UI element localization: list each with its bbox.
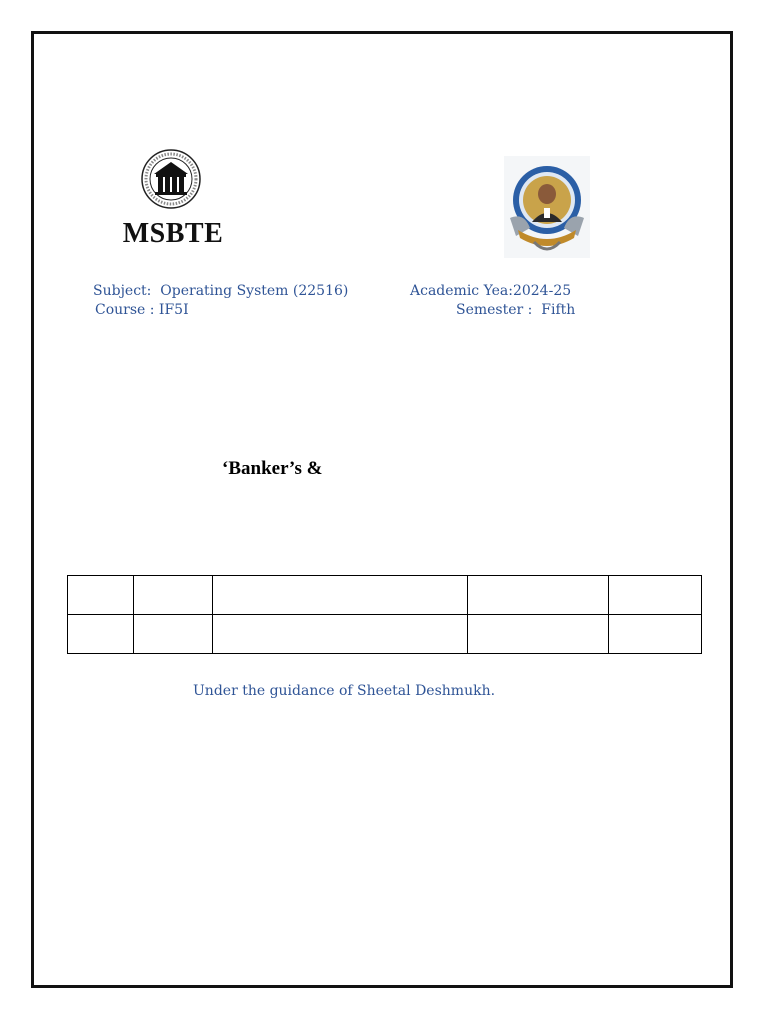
table-row <box>68 615 702 654</box>
guidance-text: Under the guidance of Sheetal Deshmukh. <box>193 683 496 699</box>
semester-label: Semester : Fifth <box>456 302 576 318</box>
table-cell <box>609 615 702 654</box>
course-label: Course : IF5I <box>95 302 189 318</box>
msbte-emblem-icon <box>140 146 202 212</box>
academic-year-label: Academic Yea:2024-25 <box>410 283 572 299</box>
msbte-logo <box>118 146 228 250</box>
table-cell <box>68 576 134 615</box>
table-cell <box>468 576 609 615</box>
table-cell <box>134 576 213 615</box>
table-cell <box>68 615 134 654</box>
msbte-logo-text: MSBTE <box>122 218 224 249</box>
group-table <box>67 575 702 654</box>
table-cell <box>213 576 468 615</box>
table-cell <box>609 576 702 615</box>
subject-label: Subject: Operating System (22516) <box>93 283 349 299</box>
table-cell <box>468 615 609 654</box>
document-title: ‘Banker’s & <box>222 458 323 479</box>
college-emblem-icon <box>504 156 590 258</box>
table-cell <box>213 615 468 654</box>
table-row <box>68 576 702 615</box>
table-cell <box>134 615 213 654</box>
